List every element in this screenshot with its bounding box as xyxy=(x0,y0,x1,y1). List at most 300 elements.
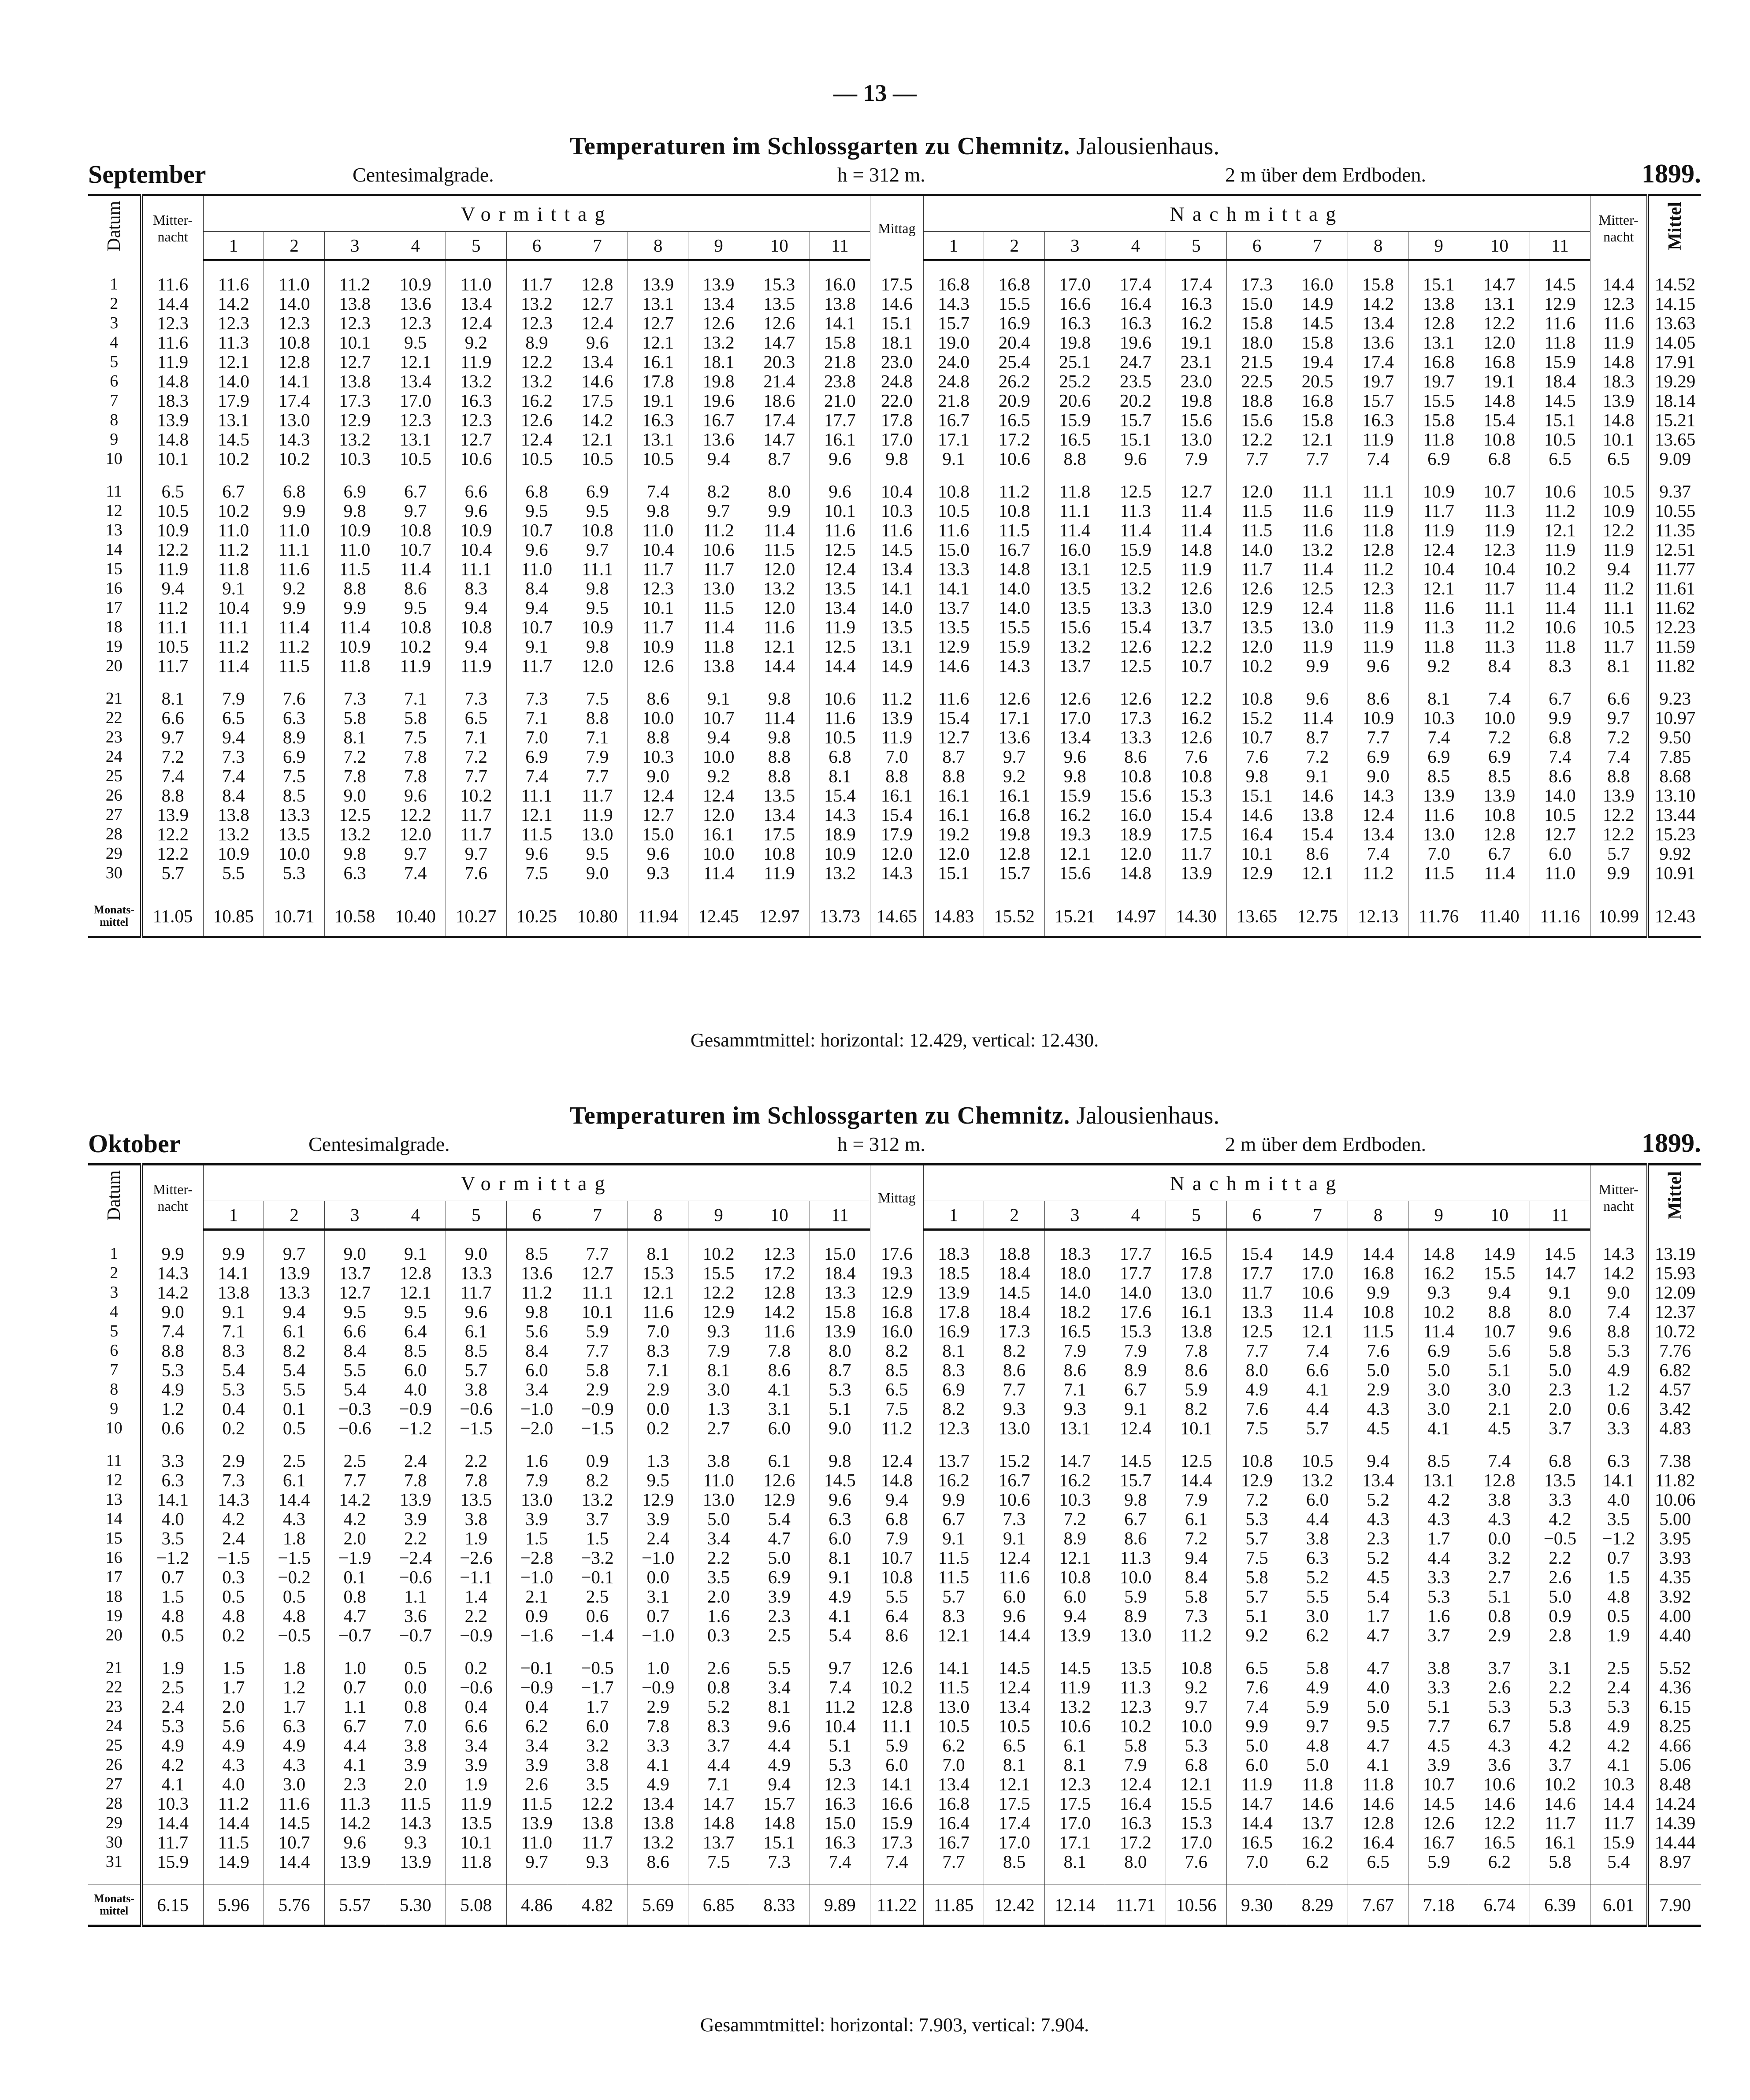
temperature-cell: 3.6 xyxy=(1469,1755,1530,1774)
mittel-cell: 13.10 xyxy=(1648,786,1701,805)
temperature-cell: 9.4 xyxy=(141,579,204,598)
temperature-cell: 13.3 xyxy=(810,1283,870,1302)
temperature-cell: 4.2 xyxy=(1590,1736,1648,1755)
temperature-cell: 8.3 xyxy=(688,1716,749,1736)
temperature-cell: 10.6 xyxy=(1530,617,1590,637)
temperature-cell: 11.2 xyxy=(1530,501,1590,520)
temperature-cell: 16.3 xyxy=(1166,294,1227,313)
mittel-cell: 10.97 xyxy=(1648,708,1701,727)
temperature-cell: 23.1 xyxy=(1166,352,1227,371)
gap-cell xyxy=(1530,468,1590,482)
temperature-cell: 5.4 xyxy=(324,1380,385,1399)
temperature-cell: 14.9 xyxy=(1469,1244,1530,1263)
temperature-cell: 8.2 xyxy=(1166,1399,1227,1418)
temperature-cell: 6.9 xyxy=(567,482,628,501)
temperature-cell: 11.4 xyxy=(1530,579,1590,598)
temperature-cell: 11.9 xyxy=(749,863,810,883)
temperature-cell: 18.3 xyxy=(141,391,204,410)
monatsmittel-cell: 6.39 xyxy=(1530,1885,1590,1926)
temperature-cell: 6.2 xyxy=(923,1736,984,1755)
temperature-cell: 0.7 xyxy=(141,1567,204,1587)
temperature-cell: 14.5 xyxy=(984,1658,1045,1677)
temperature-cell: 16.2 xyxy=(1408,1263,1469,1283)
temperature-cell: 6.1 xyxy=(446,1321,507,1341)
temperature-cell: 6.7 xyxy=(923,1509,984,1529)
datum-header-label: Datum xyxy=(104,1170,124,1221)
temperature-cell: 14.2 xyxy=(567,410,628,430)
temperature-cell: 8.2 xyxy=(567,1470,628,1490)
temperature-cell: 6.9 xyxy=(1408,449,1469,468)
temperature-cell: 18.0 xyxy=(1044,1263,1105,1283)
temperature-cell: 12.4 xyxy=(506,430,567,449)
temperature-cell: 12.0 xyxy=(688,805,749,824)
temperature-cell: −1.6 xyxy=(506,1625,567,1645)
monatsmittel-cell: 5.96 xyxy=(203,1885,264,1926)
temperature-cell: 19.1 xyxy=(628,391,688,410)
temperature-cell: 13.1 xyxy=(628,430,688,449)
temperature-cell: 3.0 xyxy=(1408,1399,1469,1418)
table-row xyxy=(88,1677,1701,1697)
temperature-cell: 16.2 xyxy=(506,391,567,410)
temperature-cell: 6.3 xyxy=(324,863,385,883)
temperature-cell: 5.1 xyxy=(810,1736,870,1755)
temperature-cell: 7.7 xyxy=(1348,727,1408,747)
temperature-cell: 9.9 xyxy=(1226,1716,1287,1736)
temperature-cell: 13.7 xyxy=(923,1451,984,1470)
temperature-cell: −1.2 xyxy=(385,1418,446,1438)
temperature-cell: 15.4 xyxy=(1226,1244,1287,1263)
temperature-cell: 9.0 xyxy=(324,786,385,805)
temperature-cell: 12.2 xyxy=(1226,430,1287,449)
temperature-cell: 2.6 xyxy=(1530,1567,1590,1587)
temperature-cell: 11.2 xyxy=(1166,1625,1227,1645)
september-above-ground: 2 m über dem Erdboden. xyxy=(1225,163,1427,186)
mittel-cell: 9.37 xyxy=(1648,482,1701,501)
gap-cell xyxy=(810,1438,870,1451)
temperature-cell: 8.9 xyxy=(264,727,325,747)
temperature-cell: 12.1 xyxy=(984,1774,1045,1794)
temperature-cell: 14.3 xyxy=(984,656,1045,675)
temperature-cell: 16.3 xyxy=(1348,410,1408,430)
temperature-cell: 15.1 xyxy=(749,1833,810,1852)
temperature-cell: 6.3 xyxy=(810,1509,870,1529)
temperature-cell: 2.2 xyxy=(1530,1677,1590,1697)
temperature-cell: 4.2 xyxy=(141,1755,204,1774)
table-row xyxy=(88,559,1701,579)
temperature-cell: 16.1 xyxy=(923,805,984,824)
temperature-cell: 11.5 xyxy=(506,824,567,844)
datum-cell: 28 xyxy=(88,1794,141,1813)
temperature-cell: 12.6 xyxy=(1166,579,1227,598)
temperature-cell: 16.2 xyxy=(1166,313,1227,333)
temperature-cell: 11.9 xyxy=(1530,540,1590,559)
temperature-cell: 17.0 xyxy=(870,430,924,449)
temperature-cell: 11.0 xyxy=(264,520,325,540)
mittel-cell: 11.59 xyxy=(1648,637,1701,656)
temperature-cell: 9.4 xyxy=(1590,559,1648,579)
temperature-cell: 14.8 xyxy=(688,1813,749,1833)
temperature-cell: 9.2 xyxy=(264,579,325,598)
gap-cell xyxy=(1530,260,1590,275)
gap-cell xyxy=(141,1871,204,1885)
temperature-cell: 3.8 xyxy=(567,1755,628,1774)
temperature-cell: 2.4 xyxy=(203,1529,264,1548)
gap-cell xyxy=(506,1645,567,1658)
temperature-cell: 13.1 xyxy=(1408,1470,1469,1490)
temperature-cell: 9.9 xyxy=(264,501,325,520)
temperature-cell: 8.6 xyxy=(628,1852,688,1871)
temperature-cell: 12.3 xyxy=(141,313,204,333)
mittel-cell: 5.52 xyxy=(1648,1658,1701,1677)
temperature-cell: 25.2 xyxy=(1044,371,1105,391)
temperature-cell: 8.5 xyxy=(1408,766,1469,786)
temperature-cell: 14.8 xyxy=(1105,863,1166,883)
temperature-cell: 16.8 xyxy=(1469,352,1530,371)
monatsmittel-cell: 12.13 xyxy=(1348,896,1408,937)
mittel-cell: 4.83 xyxy=(1648,1418,1701,1438)
temperature-cell: 5.4 xyxy=(810,1625,870,1645)
datum-cell: 1 xyxy=(88,1244,141,1263)
temperature-cell: 21.0 xyxy=(810,391,870,410)
temperature-cell: 14.5 xyxy=(1105,1451,1166,1470)
datum-cell: 18 xyxy=(88,617,141,637)
gap-cell xyxy=(923,1230,984,1244)
temperature-cell: 9.4 xyxy=(688,727,749,747)
temperature-cell: 4.9 xyxy=(203,1736,264,1755)
temperature-cell: 8.2 xyxy=(264,1341,325,1360)
monatsmittel-cell: 6.74 xyxy=(1469,1885,1530,1926)
mittag-header: Mittag xyxy=(870,195,924,260)
temperature-cell: 16.2 xyxy=(923,1470,984,1490)
temperature-cell: 25.4 xyxy=(984,352,1045,371)
temperature-cell: 10.5 xyxy=(923,1716,984,1736)
temperature-cell: 13.1 xyxy=(1408,333,1469,352)
temperature-cell: 1.5 xyxy=(203,1658,264,1677)
gap-cell xyxy=(1166,260,1227,275)
temperature-cell: 9.4 xyxy=(203,727,264,747)
temperature-cell: 15.3 xyxy=(1166,786,1227,805)
temperature-cell: 11.6 xyxy=(810,708,870,727)
gap-cell xyxy=(141,260,204,275)
temperature-cell: 5.8 xyxy=(1530,1852,1590,1871)
temperature-cell: 9.1 xyxy=(923,1529,984,1548)
temperature-cell: 11.6 xyxy=(1590,313,1648,333)
gap-cell xyxy=(1105,1438,1166,1451)
temperature-cell: 1.9 xyxy=(141,1658,204,1677)
temperature-cell: 12.4 xyxy=(446,313,507,333)
temperature-cell: 11.2 xyxy=(203,1794,264,1813)
mittel-header xyxy=(1648,1165,1701,1230)
temperature-cell: 17.4 xyxy=(1105,275,1166,294)
temperature-cell: 19.2 xyxy=(923,824,984,844)
temperature-cell: 6.5 xyxy=(203,708,264,727)
temperature-cell: 9.7 xyxy=(141,727,204,747)
temperature-cell: 12.5 xyxy=(324,805,385,824)
temperature-cell: 11.4 xyxy=(1530,598,1590,617)
temperature-cell: 12.7 xyxy=(324,352,385,371)
gap-cell xyxy=(324,1871,385,1885)
temperature-cell: 4.3 xyxy=(1469,1736,1530,1755)
temperature-cell: 11.1 xyxy=(870,1716,924,1736)
temperature-cell: 15.9 xyxy=(870,1813,924,1833)
temperature-cell: 6.5 xyxy=(1530,449,1590,468)
temperature-cell: 4.9 xyxy=(1287,1677,1348,1697)
gap-cell xyxy=(141,1230,204,1244)
temperature-cell: 9.4 xyxy=(506,598,567,617)
temperature-cell: 14.8 xyxy=(1408,1244,1469,1263)
datum-cell: 8 xyxy=(88,410,141,430)
temperature-cell: 8.1 xyxy=(923,1341,984,1360)
temperature-cell: 9.5 xyxy=(567,844,628,863)
temperature-cell: 8.7 xyxy=(1287,727,1348,747)
temperature-cell: 11.7 xyxy=(506,275,567,294)
gap-cell xyxy=(88,1871,141,1885)
gap-cell xyxy=(870,260,924,275)
temperature-cell: 10.7 xyxy=(506,520,567,540)
gap-cell xyxy=(1530,1438,1590,1451)
temperature-cell: 4.1 xyxy=(628,1755,688,1774)
vormittag-hour-4: 4 xyxy=(385,1201,446,1230)
gap-cell xyxy=(1590,1645,1648,1658)
temperature-cell: 0.5 xyxy=(385,1658,446,1677)
gap-cell xyxy=(141,1438,204,1451)
nachmittag-hour-3: 3 xyxy=(1044,232,1105,260)
datum-cell: 17 xyxy=(88,598,141,617)
temperature-cell: 10.2 xyxy=(1530,559,1590,579)
temperature-cell: 0.5 xyxy=(264,1418,325,1438)
temperature-cell: 10.5 xyxy=(1530,805,1590,824)
temperature-cell: 1.3 xyxy=(628,1451,688,1470)
temperature-cell: 11.7 xyxy=(1226,1283,1287,1302)
temperature-cell: −0.1 xyxy=(567,1567,628,1587)
temperature-cell: 4.8 xyxy=(203,1606,264,1625)
temperature-cell: 12.9 xyxy=(1226,1470,1287,1490)
temperature-cell: 10.6 xyxy=(984,449,1045,468)
temperature-cell: 14.3 xyxy=(1590,1244,1648,1263)
temperature-cell: 21.5 xyxy=(1226,352,1287,371)
temperature-cell: 1.0 xyxy=(628,1658,688,1677)
temperature-cell: 6.5 xyxy=(446,708,507,727)
gap-cell xyxy=(506,1230,567,1244)
gap-cell xyxy=(264,260,325,275)
temperature-cell: 13.2 xyxy=(506,371,567,391)
temperature-cell: 4.3 xyxy=(264,1755,325,1774)
temperature-cell: 14.6 xyxy=(1226,805,1287,824)
mittel-cell: 4.40 xyxy=(1648,1625,1701,1645)
temperature-cell: 19.3 xyxy=(1044,824,1105,844)
temperature-cell: 2.5 xyxy=(1590,1658,1648,1677)
temperature-cell: 7.3 xyxy=(506,689,567,708)
mittel-cell: 4.57 xyxy=(1648,1380,1701,1399)
gap-cell xyxy=(1590,260,1648,275)
temperature-cell: 6.3 xyxy=(1590,1451,1648,1470)
temperature-cell: 4.1 xyxy=(810,1606,870,1625)
temperature-cell: 9.7 xyxy=(1166,1697,1227,1716)
temperature-cell: 10.4 xyxy=(870,482,924,501)
table-row xyxy=(88,1244,1701,1263)
temperature-cell: 0.5 xyxy=(203,1587,264,1606)
temperature-cell: 14.3 xyxy=(810,805,870,824)
monatsmittel-cell: 10.56 xyxy=(1166,1885,1227,1926)
temperature-cell: 4.5 xyxy=(1469,1418,1530,1438)
mittel-cell: 4.66 xyxy=(1648,1736,1701,1755)
temperature-cell: 14.3 xyxy=(385,1813,446,1833)
gap-cell xyxy=(141,468,204,482)
temperature-cell: 15.6 xyxy=(1226,410,1287,430)
temperature-cell: 23.0 xyxy=(870,352,924,371)
temperature-cell: 9.6 xyxy=(1044,747,1105,766)
temperature-cell: 5.8 xyxy=(567,1360,628,1380)
datum-cell: 29 xyxy=(88,844,141,863)
temperature-cell: 8.2 xyxy=(870,1341,924,1360)
temperature-cell: 0.7 xyxy=(628,1606,688,1625)
nachmittag-hour-11: 11 xyxy=(1530,1201,1590,1230)
temperature-cell: 11.4 xyxy=(688,863,749,883)
temperature-cell: 3.4 xyxy=(446,1736,507,1755)
monatsmittel-cell: 7.67 xyxy=(1348,1885,1408,1926)
temperature-cell: 11.4 xyxy=(1408,1321,1469,1341)
temperature-cell: 19.8 xyxy=(1044,333,1105,352)
temperature-cell: 6.3 xyxy=(141,1470,204,1490)
gap-cell xyxy=(203,468,264,482)
monatsmittel-cell: 14.83 xyxy=(923,896,984,937)
temperature-cell: −0.6 xyxy=(385,1567,446,1587)
datum-cell: 28 xyxy=(88,824,141,844)
temperature-cell: 17.0 xyxy=(385,391,446,410)
temperature-cell: 5.0 xyxy=(1530,1360,1590,1380)
nachmittag-hour-8: 8 xyxy=(1348,1201,1408,1230)
temperature-cell: 5.9 xyxy=(870,1736,924,1755)
temperature-cell: 8.3 xyxy=(923,1606,984,1625)
temperature-cell: 10.8 xyxy=(1469,430,1530,449)
temperature-cell: 10.6 xyxy=(1530,482,1590,501)
temperature-cell: 18.5 xyxy=(923,1263,984,1283)
temperature-cell: 15.8 xyxy=(1226,313,1287,333)
temperature-cell: 12.4 xyxy=(1105,1418,1166,1438)
temperature-cell: 12.1 xyxy=(749,637,810,656)
temperature-cell: −0.5 xyxy=(567,1658,628,1677)
gap-cell xyxy=(385,1871,446,1885)
temperature-cell: 8.6 xyxy=(1166,1360,1227,1380)
temperature-cell: 9.4 xyxy=(1469,1283,1530,1302)
temperature-cell: 13.9 xyxy=(628,275,688,294)
temperature-cell: 10.8 xyxy=(984,501,1045,520)
temperature-cell: 11.4 xyxy=(203,656,264,675)
temperature-cell: 9.2 xyxy=(1408,656,1469,675)
temperature-cell: 2.2 xyxy=(1530,1548,1590,1567)
temperature-cell: 19.6 xyxy=(688,391,749,410)
temperature-cell: 11.8 xyxy=(203,559,264,579)
temperature-cell: 9.4 xyxy=(749,1774,810,1794)
temperature-cell: 7.4 xyxy=(1408,727,1469,747)
temperature-cell: 16.4 xyxy=(923,1813,984,1833)
temperature-cell: 8.1 xyxy=(749,1697,810,1716)
temperature-cell: −1.1 xyxy=(446,1567,507,1587)
temperature-cell: 4.4 xyxy=(749,1736,810,1755)
temperature-cell: 5.3 xyxy=(1408,1587,1469,1606)
temperature-cell: 11.6 xyxy=(1530,313,1590,333)
mittel-cell: 15.23 xyxy=(1648,824,1701,844)
temperature-cell: 11.8 xyxy=(1348,1774,1408,1794)
temperature-cell: 12.0 xyxy=(1226,637,1287,656)
temperature-cell: 14.4 xyxy=(1348,1244,1408,1263)
temperature-cell: 10.1 xyxy=(1166,1418,1227,1438)
gap-cell xyxy=(1469,1871,1530,1885)
mittel-cell: 15.21 xyxy=(1648,410,1701,430)
temperature-cell: 2.6 xyxy=(688,1658,749,1677)
temperature-cell: 11.5 xyxy=(1226,501,1287,520)
monatsmittel-cell: 11.76 xyxy=(1408,896,1469,937)
temperature-cell: 10.8 xyxy=(385,617,446,637)
vormittag-hour-7: 7 xyxy=(567,232,628,260)
monatsmittel-cell: 10.99 xyxy=(1590,896,1648,937)
temperature-cell: 3.3 xyxy=(628,1736,688,1755)
datum-cell: 30 xyxy=(88,863,141,883)
temperature-cell: 15.6 xyxy=(1105,786,1166,805)
block-gap xyxy=(88,1645,1701,1658)
temperature-cell: 13.8 xyxy=(688,656,749,675)
mittel-cell: 14.39 xyxy=(1648,1813,1701,1833)
temperature-cell: 13.0 xyxy=(264,410,325,430)
temperature-cell: 5.7 xyxy=(1226,1529,1287,1548)
september-subline xyxy=(88,159,1701,189)
temperature-cell: 10.2 xyxy=(1226,656,1287,675)
temperature-cell: 17.3 xyxy=(870,1833,924,1852)
temperature-cell: 11.0 xyxy=(446,275,507,294)
mittel-cell: 5.06 xyxy=(1648,1755,1701,1774)
temperature-cell: 17.9 xyxy=(870,824,924,844)
table-row xyxy=(88,1263,1701,1283)
temperature-cell: 5.3 xyxy=(203,1380,264,1399)
temperature-cell: 12.9 xyxy=(628,1490,688,1509)
temperature-cell: 5.5 xyxy=(264,1380,325,1399)
gap-cell xyxy=(1226,1645,1287,1658)
temperature-cell: 7.2 xyxy=(324,747,385,766)
temperature-cell: 6.9 xyxy=(1408,747,1469,766)
gap-cell xyxy=(1648,1230,1701,1244)
temperature-cell: 15.1 xyxy=(1408,275,1469,294)
temperature-cell: 11.6 xyxy=(749,617,810,637)
temperature-cell: 11.6 xyxy=(870,520,924,540)
temperature-cell: 11.7 xyxy=(141,656,204,675)
temperature-cell: −1.5 xyxy=(567,1418,628,1438)
temperature-cell: 8.4 xyxy=(203,786,264,805)
temperature-cell: 13.9 xyxy=(1408,786,1469,805)
temperature-cell: 8.6 xyxy=(749,1360,810,1380)
temperature-cell: 12.0 xyxy=(749,598,810,617)
temperature-cell: 7.4 xyxy=(1590,747,1648,766)
temperature-cell: 6.7 xyxy=(1530,689,1590,708)
temperature-cell: 12.1 xyxy=(1287,863,1348,883)
nachmittag-hour-7: 7 xyxy=(1287,232,1348,260)
temperature-cell: 6.5 xyxy=(1590,449,1648,468)
temperature-cell: 10.9 xyxy=(1590,501,1648,520)
temperature-cell: 2.3 xyxy=(324,1774,385,1794)
temperature-cell: 10.3 xyxy=(628,747,688,766)
temperature-cell: 11.5 xyxy=(324,559,385,579)
temperature-cell: 3.1 xyxy=(749,1399,810,1418)
temperature-cell: 15.3 xyxy=(1105,1321,1166,1341)
temperature-cell: 14.2 xyxy=(141,1283,204,1302)
gap-cell xyxy=(1166,1645,1227,1658)
temperature-cell: 6.2 xyxy=(1287,1625,1348,1645)
temperature-cell: 0.9 xyxy=(567,1451,628,1470)
temperature-cell: 11.6 xyxy=(141,275,204,294)
temperature-cell: 14.1 xyxy=(923,579,984,598)
temperature-cell: 14.4 xyxy=(749,656,810,675)
temperature-cell: 5.9 xyxy=(1408,1852,1469,1871)
temperature-cell: 8.0 xyxy=(1530,1302,1590,1321)
